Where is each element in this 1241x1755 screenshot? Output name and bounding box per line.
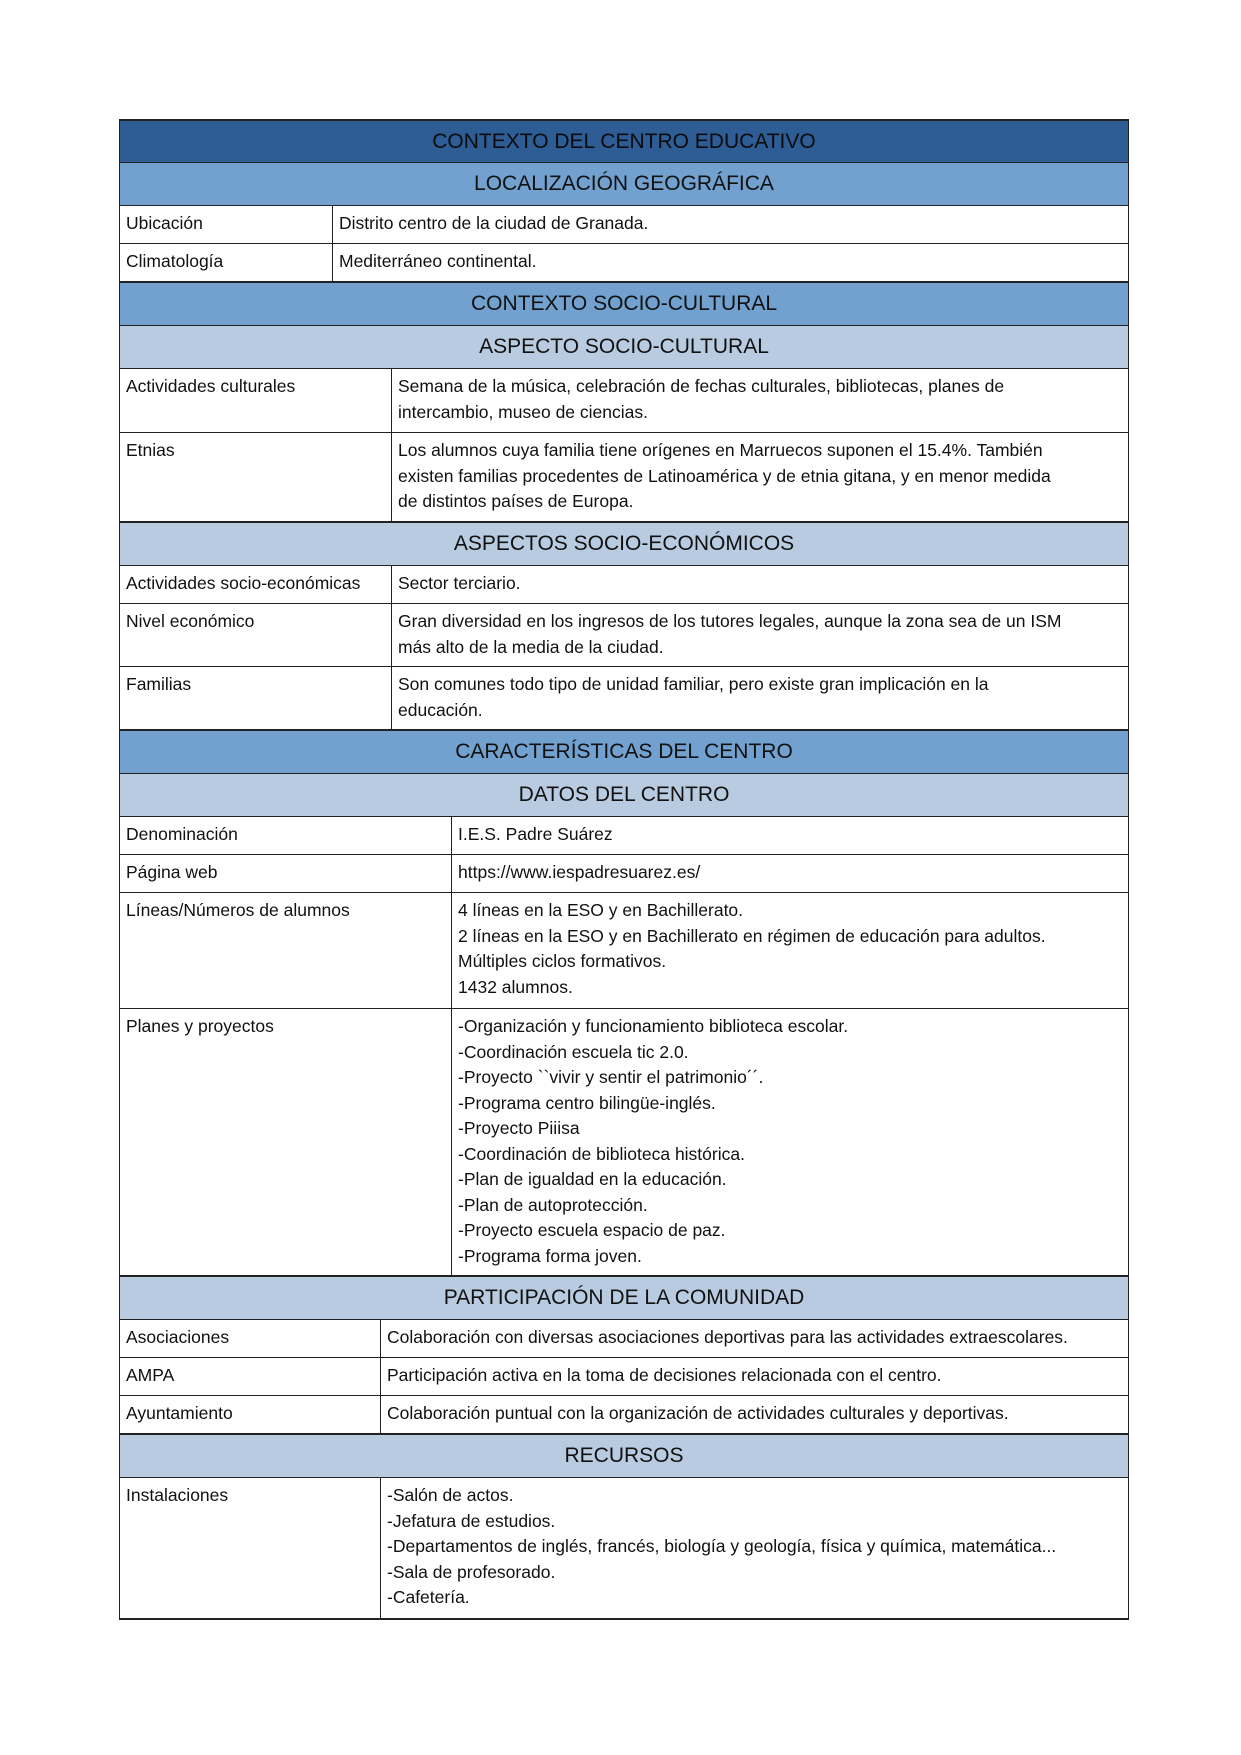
value-line: más alto de la media de la ciudad. — [398, 636, 664, 657]
aspecto-table — [119, 368, 1129, 522]
value-line: -Proyecto Piiisa — [458, 1118, 580, 1138]
row-label: Nivel económico — [120, 604, 392, 667]
row-value — [392, 604, 1129, 667]
table-row — [120, 244, 1129, 282]
context-table — [119, 119, 1129, 1620]
datos-table — [119, 816, 1129, 1276]
row-value — [392, 369, 1129, 433]
row-label: Ubicación — [120, 206, 333, 244]
row-label: Instalaciones — [120, 1478, 381, 1619]
value-line: -Organización y funcionamiento biblioteca escolar. — [458, 1016, 849, 1036]
economicos-table — [119, 565, 1129, 730]
value-line: -Proyecto ``vivir y sentir el patrimonio´´. — [458, 1067, 764, 1087]
value-line: intercambio, museo de ciencias. — [398, 401, 648, 422]
row-label: Familias — [120, 667, 392, 730]
table-row — [120, 206, 1129, 244]
participacion-table — [119, 1319, 1129, 1434]
row-label: Climatología — [120, 244, 333, 282]
subsection-heading-recursos: RECURSOS — [119, 1434, 1129, 1477]
row-value: Distrito centro de la ciudad de Granada. — [333, 206, 1129, 244]
value-line: -Coordinación escuela tic 2.0. — [458, 1041, 689, 1062]
subsection-heading-participacion: PARTICIPACIÓN DE LA COMUNIDAD — [119, 1276, 1129, 1319]
row-value — [452, 893, 1129, 1009]
row-label: Asociaciones — [120, 1320, 381, 1358]
row-value — [392, 667, 1129, 730]
value-line: Gran diversidad en los ingresos de los tutores legales, aunque la zona sea de un ISM — [398, 611, 1062, 631]
row-label: Líneas/Números de alumnos — [120, 893, 452, 1009]
localizacion-table — [119, 205, 1129, 282]
row-label: Actividades culturales — [120, 369, 392, 433]
section-heading-caracteristicas: CARACTERÍSTICAS DEL CENTRO — [119, 730, 1129, 773]
row-value — [392, 433, 1129, 522]
table-row — [120, 433, 1129, 522]
value-line: -Plan de autoprotección. — [458, 1194, 648, 1215]
table-row — [120, 1396, 1129, 1434]
value-line: 1432 alumnos. — [458, 976, 573, 997]
value-line: 2 líneas en la ESO y en Bachillerato en régimen de educación para adultos. — [458, 925, 1046, 946]
subsection-heading-datos: DATOS DEL CENTRO — [119, 773, 1129, 816]
table-row — [120, 1009, 1129, 1276]
value-line: -Departamentos de inglés, francés, biología y geología, física y química, matemática... — [387, 1536, 1057, 1556]
subsection-heading-aspecto: ASPECTO SOCIO-CULTURAL — [119, 325, 1129, 368]
value-line: I.E.S. Padre Suárez — [458, 824, 613, 844]
value-line: -Coordinación de biblioteca histórica. — [458, 1143, 745, 1164]
row-value — [381, 1320, 1129, 1358]
row-label: Ayuntamiento — [120, 1396, 381, 1434]
value-line: 4 líneas en la ESO y en Bachillerato. — [458, 900, 744, 920]
section-heading-socio-cultural: CONTEXTO SOCIO-CULTURAL — [119, 282, 1129, 325]
value-line: -Proyecto escuela espacio de paz. — [458, 1220, 726, 1240]
table-row — [120, 1478, 1129, 1619]
row-value — [452, 855, 1129, 893]
value-line: Participación activa en la toma de decisiones relacionada con el centro. — [387, 1365, 942, 1385]
value-line: -Programa forma joven. — [458, 1245, 642, 1266]
row-label: Página web — [120, 855, 452, 893]
website-url[interactable]: https://www.iespadresuarez.es/ — [458, 862, 701, 882]
value-line: Colaboración con diversas asociaciones deportivas para las actividades extraescolares. — [387, 1327, 1068, 1347]
value-line: -Jefatura de estudios. — [387, 1510, 556, 1531]
row-label: Planes y proyectos — [120, 1009, 452, 1276]
table-row — [120, 1358, 1129, 1396]
table-title: CONTEXTO DEL CENTRO EDUCATIVO — [119, 119, 1129, 162]
value-line: Múltiples ciclos formativos. — [458, 951, 667, 971]
table-row — [120, 855, 1129, 893]
value-line: -Cafetería. — [387, 1587, 470, 1607]
value-line: -Sala de profesorado. — [387, 1561, 556, 1582]
table-row — [120, 817, 1129, 855]
row-value — [452, 1009, 1129, 1276]
value-line: Colaboración puntual con la organización de actividades culturales y deportivas. — [387, 1403, 1009, 1423]
table-row — [120, 1320, 1129, 1358]
value-line: Los alumnos cuya familia tiene orígenes en Marruecos suponen el 15.4%. También — [398, 440, 1043, 460]
row-label: Denominación — [120, 817, 452, 855]
row-value — [381, 1396, 1129, 1434]
value-line: Son comunes todo tipo de unidad familiar, pero existe gran implicación en la — [398, 674, 989, 694]
row-value — [381, 1358, 1129, 1396]
value-line: existen familias procedentes de Latinoamérica y de etnia gitana, y en menor medida — [398, 465, 1051, 486]
row-label: Actividades socio-económicas — [120, 566, 392, 604]
table-row — [120, 604, 1129, 667]
row-value — [381, 1478, 1129, 1619]
table-row — [120, 667, 1129, 730]
row-label: Etnias — [120, 433, 392, 522]
value-line: -Programa centro bilingüe-inglés. — [458, 1092, 716, 1113]
recursos-table — [119, 1477, 1129, 1620]
row-value — [452, 817, 1129, 855]
section-heading-localizacion: LOCALIZACIÓN GEOGRÁFICA — [119, 162, 1129, 205]
value-line: Semana de la música, celebración de fechas culturales, bibliotecas, planes de — [398, 376, 1005, 396]
value-line: -Salón de actos. — [387, 1485, 514, 1505]
table-row — [120, 369, 1129, 433]
row-value — [392, 566, 1129, 604]
table-row — [120, 566, 1129, 604]
row-label: AMPA — [120, 1358, 381, 1396]
value-line: -Plan de igualdad en la educación. — [458, 1169, 727, 1189]
value-line: Sector terciario. — [398, 573, 521, 593]
subsection-heading-economicos: ASPECTOS SOCIO-ECONÓMICOS — [119, 522, 1129, 565]
value-line: educación. — [398, 699, 483, 720]
row-value: Mediterráneo continental. — [333, 244, 1129, 282]
table-row — [120, 893, 1129, 1009]
value-line: de distintos países de Europa. — [398, 491, 634, 511]
